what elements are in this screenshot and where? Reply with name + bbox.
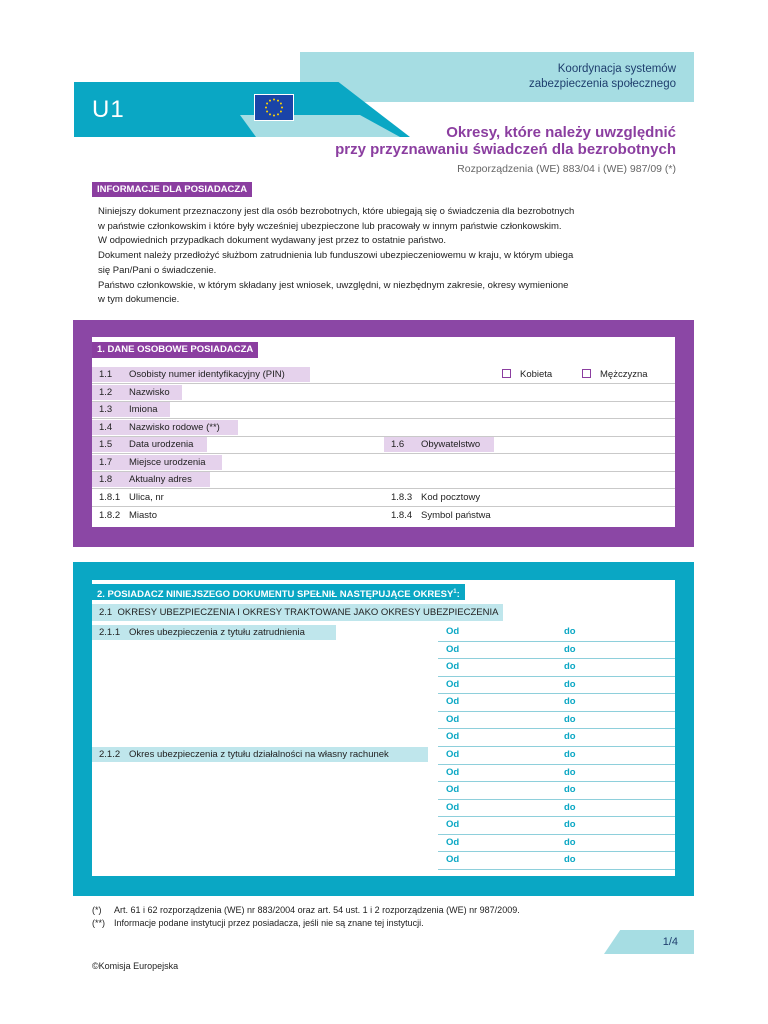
city-row[interactable] [92, 507, 675, 525]
postcode-label [384, 490, 480, 505]
birth-surname-label [92, 420, 238, 435]
field-label: Okres ubezpieczenia z tytułu zatrudnienia [129, 627, 305, 638]
field-label: Miejsce urodzenia [129, 457, 206, 468]
field-label: Data urodzenia [129, 439, 194, 450]
from-label: Od [446, 713, 460, 725]
title-line-2: przy przyznawaniu świadczeń dla bezrobotnych [335, 141, 676, 158]
period-row[interactable] [438, 817, 675, 835]
footnote-mark: (*) [92, 905, 102, 915]
eu-star [266, 103, 268, 105]
info-line: Dokument należy przedłożyć służbom zatrudnienia lub funduszowi ubezpieczeniowemu w kraju, w którym ubiega [98, 250, 574, 262]
info-line: Państwo członkowskie, w którym składany jest wniosek, uwzględni, w niezbędnym zakresie, okresy wymienione [98, 279, 569, 291]
field-number: 1.7 [99, 457, 113, 468]
period-row[interactable] [438, 747, 675, 765]
self-employment-label [92, 747, 428, 762]
from-label: Od [446, 784, 460, 795]
from-label: Od [446, 766, 460, 778]
to-label: do [564, 731, 576, 742]
period-row[interactable] [438, 782, 675, 800]
to-label: do [564, 696, 576, 707]
footnote-text: Informacje podane instytucji przez posiadacza, jeśli nie są znane tej instytucji. [114, 918, 424, 928]
field-label: Osobisty numer identyfikacyjny (PIN) [129, 369, 285, 380]
section2-heading-colon: : [456, 589, 460, 601]
field-label: Ulica, nr [129, 492, 164, 503]
field-label: Obywatelstwo [421, 439, 481, 450]
form-code: U1 [92, 96, 125, 123]
eu-star [269, 100, 271, 102]
female-label: Kobieta [520, 369, 553, 380]
address-label [92, 472, 210, 487]
city-label [92, 508, 157, 523]
street-label [92, 490, 164, 505]
info-line: się Pan/Pani o świadczenie. [98, 264, 217, 276]
field-label: Nazwisko rodowe (**) [129, 422, 220, 433]
document-title [335, 124, 676, 158]
address-row [92, 471, 675, 489]
coordination-line-1: Koordynacja systemów [557, 63, 676, 75]
field-number: 2.1.2 [99, 749, 121, 760]
to-label: do [564, 643, 576, 655]
info-heading: INFORMACJE DLA POSIADACZA [92, 182, 252, 197]
field-number: 2.1.1 [99, 627, 121, 638]
surname-row[interactable] [92, 384, 675, 402]
to-label: do [564, 749, 576, 760]
field-label: Aktualny adres [129, 474, 192, 485]
field-label: Miasto [129, 510, 157, 521]
nationality-label [384, 437, 494, 452]
eu-star [269, 113, 271, 115]
page-number-band [604, 930, 694, 954]
to-label: do [564, 836, 576, 848]
footnote-2 [92, 917, 424, 930]
info-line: Niniejszy dokument przeznaczony jest dla osób bezrobotnych, które ubiegają się o świadczenia dla bezrobotnych [98, 206, 575, 217]
to-label: do [564, 661, 576, 672]
info-line: w tym dokumencie. [98, 294, 180, 306]
eu-star [277, 100, 279, 102]
field-number: 1.1 [99, 369, 113, 380]
regulation-reference: Rozporządzenia (WE) 883/04 i (WE) 987/09 (*) [457, 163, 676, 175]
subsection-2-1-heading [92, 604, 503, 621]
eu-flag-icon [254, 94, 294, 121]
employment-label [92, 625, 336, 640]
from-label: Od [446, 731, 460, 742]
female-checkbox[interactable] [502, 369, 511, 378]
info-line: W odpowiednich przypadkach dokument wydawany jest przez to ostatnie państwo. [98, 235, 446, 247]
eu-star [277, 113, 279, 115]
field-number: 1.8.4 [391, 510, 413, 521]
forenames-row[interactable] [92, 401, 675, 419]
field-number: 1.8.2 [99, 510, 121, 521]
footnote-mark: (**) [92, 918, 105, 928]
to-label: do [564, 766, 576, 778]
from-label: Od [446, 643, 460, 655]
copyright: ©Komisja Europejska [92, 961, 179, 971]
field-label: Imiona [129, 404, 158, 415]
from-label: Od [446, 696, 460, 707]
field-label: Kod pocztowy [421, 492, 481, 503]
period-row[interactable] [438, 765, 675, 783]
to-label: do [564, 819, 576, 830]
birth-place-row[interactable] [92, 454, 675, 472]
info-text [98, 205, 678, 308]
male-checkbox[interactable] [582, 369, 591, 378]
period-row[interactable] [438, 659, 675, 677]
period-row[interactable] [438, 624, 675, 642]
field-number: 1.8.1 [99, 492, 121, 503]
birth-surname-row[interactable] [92, 419, 675, 437]
section2-heading [92, 584, 465, 600]
period-row[interactable] [438, 712, 675, 730]
period-row[interactable] [438, 852, 675, 870]
from-label: Od [446, 661, 460, 672]
footnote-marker: 1 [453, 589, 457, 595]
from-label: Od [446, 749, 460, 760]
field-label: Okres ubezpieczenia z tytułu działalności na własny rachunek [129, 749, 389, 760]
pin-row [92, 366, 675, 384]
field-number: 2.1 [99, 607, 113, 618]
period-row[interactable] [438, 729, 675, 747]
eu-star [280, 111, 282, 113]
to-label: do [564, 626, 576, 637]
eu-star [265, 107, 267, 109]
field-number: 1.3 [99, 404, 113, 415]
coordination-line-2: zabezpieczenia społecznego [528, 78, 676, 90]
period-row[interactable] [438, 800, 675, 818]
birth-date-label [92, 437, 207, 452]
section1-heading: 1. DANE OSOBOWE POSIADACZA [92, 342, 258, 358]
field-number: 1.4 [99, 422, 113, 433]
footnote-text: Art. 61 i 62 rozporządzenia (WE) nr 883/2004 oraz art. 54 ust. 1 i 2 rozporządzenia (WE) nr 987/2009. [114, 905, 520, 915]
pin-label [92, 367, 310, 382]
field-number: 1.8 [99, 474, 113, 485]
eu-star [280, 103, 282, 105]
field-label: Nazwisko [129, 387, 170, 398]
period-row[interactable] [438, 694, 675, 712]
birth-date-row[interactable] [92, 436, 675, 454]
field-label: OKRESY UBEZPIECZENIA I OKRESY TRAKTOWANE JAKO OKRESY UBEZPIECZENIA [117, 607, 499, 618]
from-label: Od [446, 678, 460, 690]
period-row[interactable] [438, 677, 675, 695]
field-number: 1.5 [99, 439, 113, 450]
period-row[interactable] [438, 835, 675, 853]
birth-place-label [92, 455, 222, 470]
to-label: do [564, 678, 576, 690]
to-label: do [564, 784, 576, 795]
info-line: w państwie członkowskim i które były wcześniej ubezpieczone lub pracowały w innym państwie członkowskim. [98, 220, 562, 232]
surname-label [92, 385, 182, 400]
field-number: 1.6 [391, 439, 405, 450]
from-label: Od [446, 819, 460, 830]
country-code-label [384, 508, 491, 523]
to-label: do [564, 854, 576, 865]
from-label: Od [446, 626, 460, 637]
from-label: Od [446, 836, 460, 848]
field-number: 1.8.3 [391, 492, 413, 503]
forenames-label [92, 402, 170, 417]
male-label: Mężczyzna [600, 369, 648, 380]
footnote-1 [92, 904, 520, 917]
eu-star [266, 111, 268, 113]
from-label: Od [446, 801, 460, 813]
eu-star [281, 107, 283, 109]
street-row[interactable] [92, 489, 675, 507]
coordination-label [529, 62, 676, 92]
field-label: Symbol państwa [421, 510, 491, 521]
field-number: 1.2 [99, 387, 113, 398]
eu-star [273, 99, 275, 101]
period-row[interactable] [438, 642, 675, 660]
to-label: do [564, 713, 576, 725]
to-label: do [564, 801, 576, 813]
title-line-1: Okresy, które należy uwzględnić [446, 124, 676, 141]
from-label: Od [446, 854, 460, 865]
eu-star [273, 115, 275, 117]
section2-heading-text: 2. POSIADACZ NINIEJSZEGO DOKUMENTU SPEŁNIŁ NASTĘPUJĄCE OKRESY [97, 589, 454, 601]
page-number: 1/4 [662, 936, 678, 948]
